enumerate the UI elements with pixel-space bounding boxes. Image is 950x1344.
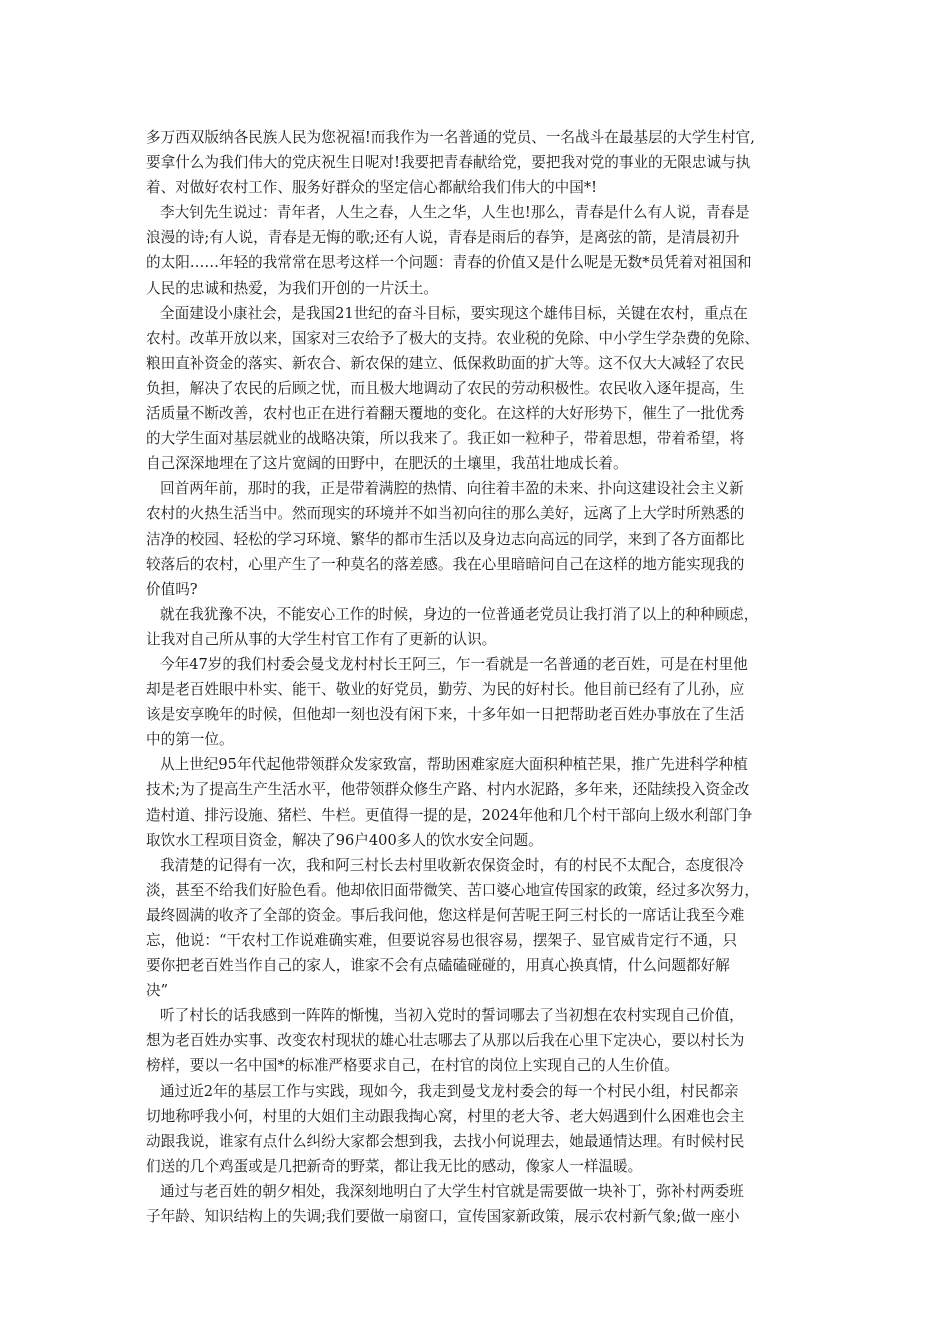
text-line: 回首两年前，那时的我，正是带着满腔的热情、向往着丰盈的未来、扑向这建设社会主义新	[160, 480, 744, 498]
text-line: 却是老百姓眼中朴实、能干、敬业的好党员，勤劳、为民的好村长。他目前已经有了儿孙，应	[146, 681, 745, 699]
text-line: 负担，解决了农民的后顾之忧，而且极大地调动了农民的劳动积极性。农民收入逐年提高，生	[146, 379, 745, 397]
text-line: 价值吗?	[146, 580, 198, 598]
text-line: 取饮水工程项目资金，解决了96户400多人的饮水安全问题。	[146, 831, 543, 849]
text-line: 要拿什么为我们伟大的党庆祝生日呢对!我要把青春献给党，要把我对党的事业的无限忠诚与执	[146, 154, 751, 172]
text-line: 要你把老百姓当作自己的家人，谁家不会有点磕磕碰碰的，用真心换真情，什么问题都好解	[146, 957, 730, 975]
document-page	[146, 125, 808, 1229]
text-line: 该是安享晚年的时候，但他却一刻也没有闲下来，十多年如一日把帮助老百姓办事放在了生活	[146, 706, 745, 724]
text-line: 着、对做好农村工作、服务好群众的坚定信心都献给我们伟大的中国*!	[146, 179, 597, 197]
text-line: 淡，甚至不给我们好脸色看。他却依旧面带微笑、苦口婆心地宣传国家的政策，经过多次努力，	[146, 881, 759, 899]
text-line: 想为老百姓办实事、改变农村现状的雄心壮志哪去了从那以后我在心里下定决心，要以村长为	[146, 1032, 745, 1050]
paragraph	[146, 301, 808, 477]
text-line: 农村。改革开放以来，国家对三农给予了极大的支持。农业税的免除、中小学生学杂费的免除、	[146, 329, 759, 347]
text-line: 技术;为了提高生产生活水平，他带领群众修生产路、村内水泥路，多年来，还陆续投入资金改	[146, 781, 750, 799]
text-line: 我清楚的记得有一次，我和阿三村长去村里收新农保资金时，有的村民不太配合，态度很冷	[160, 856, 744, 874]
paragraph	[146, 652, 808, 752]
text-line: 浪漫的诗;有人说，青春是无悔的歌;还有人说，青春是雨后的春笋，是离弦的箭，是清晨初升	[146, 229, 740, 247]
text-line: 就在我犹豫不决，不能安心工作的时候，身边的一位普通老党员让我打消了以上的种种顾虑，	[160, 605, 759, 623]
text-line: 子年龄、知识结构上的失调;我们要做一扇窗口，宣传国家新政策，展示农村新气象;做一座小	[146, 1208, 740, 1226]
paragraph	[146, 125, 808, 200]
text-line: 自己深深地埋在了这片宽阔的田野中，在肥沃的土壤里，我茁壮地成长着。	[146, 455, 628, 473]
paragraph	[146, 602, 808, 652]
text-line: 的太阳……年轻的我常常在思考这样一个问题：青春的价值又是什么呢是无数*员凭着对祖国和	[146, 254, 752, 272]
text-line: 洁净的校园、轻松的学习环境、繁华的都市生活以及身边志向高远的同学，来到了各方面都比	[146, 530, 745, 548]
text-line: 今年47岁的我们村委会曼戈龙村村长王阿三，乍一看就是一名普通的老百姓，可是在村里他	[160, 655, 748, 673]
paragraph	[146, 752, 808, 852]
text-line: 人民的忠诚和热爱，为我们开创的一片沃土。	[146, 279, 438, 297]
text-line: 们送的几个鸡蛋或是几把新奇的野菜，都让我无比的感动，像家人一样温暖。	[146, 1157, 643, 1175]
paragraph	[146, 1079, 808, 1179]
text-line: 让我对自己所从事的大学生村官工作有了更新的认识。	[146, 630, 497, 648]
paragraph	[146, 1003, 808, 1078]
paragraph	[146, 476, 808, 601]
text-line: 榜样，要以一名中国*的标准严格要求自己，在村官的岗位上实现自己的人生价值。	[146, 1057, 679, 1075]
paragraph	[146, 1179, 808, 1229]
text-line: 最终圆满的收齐了全部的资金。事后我问他，您这样是何苦呢王阿三村长的一席话让我至今难	[146, 906, 745, 924]
text-line: 听了村长的话我感到一阵阵的惭愧，当初入党时的誓词哪去了当初想在农村实现自己价值，	[160, 1007, 744, 1025]
text-line: 中的第一位。	[146, 731, 234, 749]
text-line: 全面建设小康社会，是我国21世纪的奋斗目标，要实现这个雄伟目标，关键在农村，重点在	[160, 304, 748, 322]
text-line: 决”	[146, 982, 169, 1000]
text-line: 动跟我说，谁家有点什么纠纷大家都会想到我，去找小何说理去，她最通情达理。有时候村民	[146, 1132, 745, 1150]
text-line: 的大学生面对基层就业的战略决策，所以我来了。我正如一粒种子，带着思想，带着希望，将	[146, 430, 745, 448]
paragraph	[146, 853, 808, 1004]
paragraph	[146, 200, 808, 300]
text-line: 从上世纪95年代起他带领群众发家致富，帮助困难家庭大面积种植芒果，推广先进科学种植	[160, 756, 748, 774]
text-line: 造村道、排污设施、猪栏、牛栏。更值得一提的是，2024年他和几个村干部向上级水利部门争	[146, 806, 753, 824]
text-line: 较落后的农村，心里产生了一种莫名的落差感。我在心里暗暗问自己在这样的地方能实现我的	[146, 555, 745, 573]
text-line: 通过近2年的基层工作与实践，现如今，我走到曼戈龙村委会的每一个村民小组，村民都亲	[160, 1082, 739, 1100]
text-line: 农村的火热生活当中。然而现实的环境并不如当初向往的那么美好，远离了上大学时所熟悉的	[146, 505, 745, 523]
text-line: 多万西双版纳各民族人民为您祝福!而我作为一名普通的党员、一名战斗在最基层的大学生村官,	[146, 129, 755, 146]
text-line: 切地称呼我小何，村里的大姐们主动跟我掏心窝，村里的老大爷、老大妈遇到什么困难也会主	[146, 1107, 745, 1125]
text-line: 通过与老百姓的朝夕相处，我深刻地明白了大学生村官就是需要做一块补丁，弥补村两委班	[160, 1182, 744, 1200]
text-line: 活质量不断改善，农村也正在进行着翻天覆地的变化。在这样的大好形势下，催生了一批优秀	[146, 405, 745, 423]
text-line: 粮田直补资金的落实、新农合、新农保的建立、低保救助面的扩大等。这不仅大大减轻了农民	[146, 354, 745, 372]
text-line: 李大钊先生说过：青年者，人生之春，人生之华，人生也!那么，青春是什么有人说，青春是	[160, 204, 750, 222]
text-line: 忘，他说：“干农村工作说难确实难，但要说容易也很容易，摆架子、显官威肯定行不通，只	[146, 932, 738, 949]
